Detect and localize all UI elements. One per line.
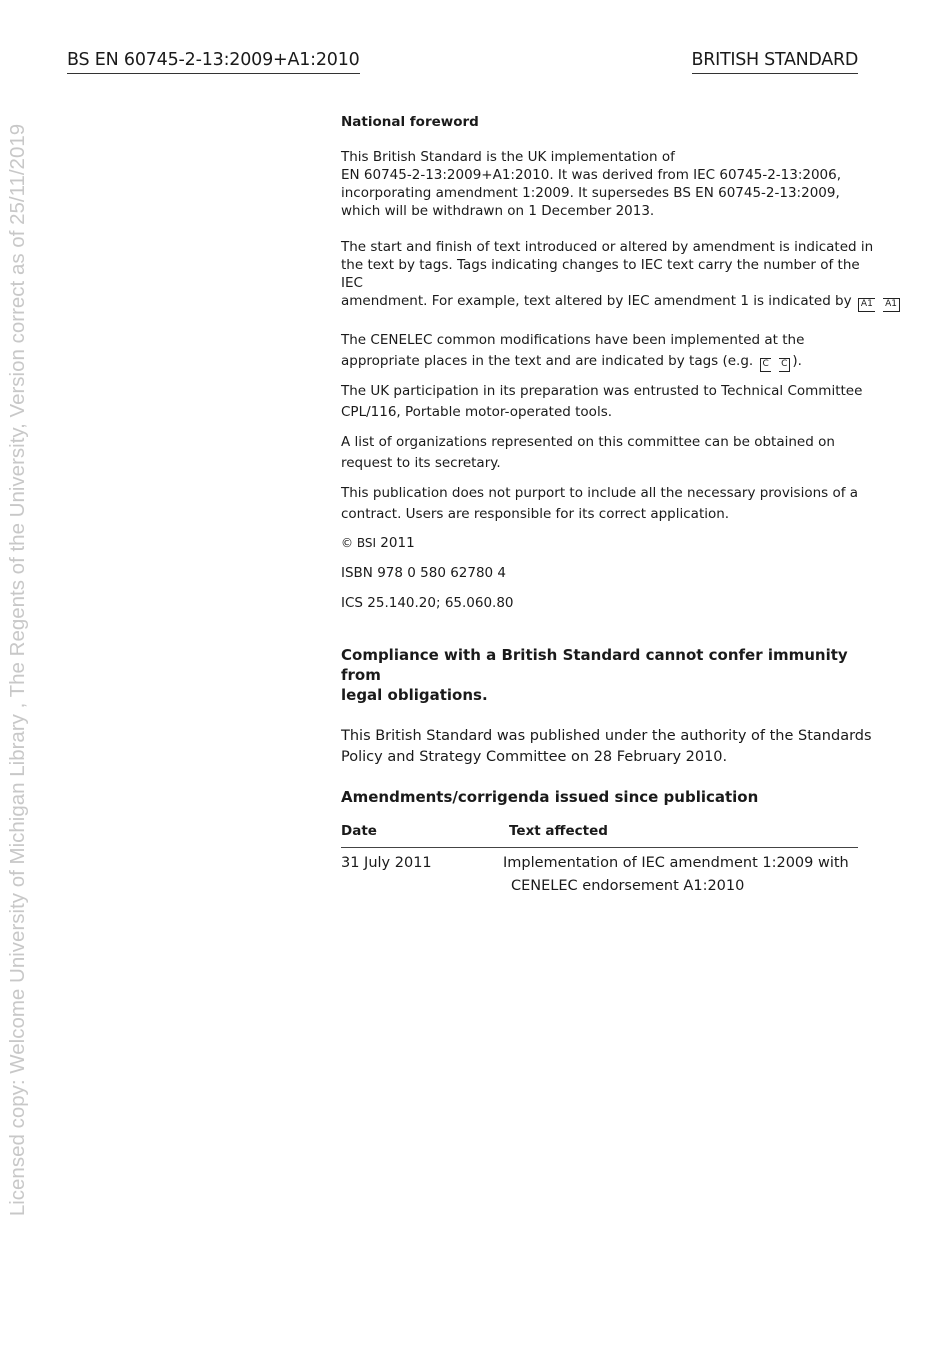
text-line: Implementation of IEC amendment 1:2009 with	[503, 855, 849, 871]
text-line: CPL/116, Portable motor-operated tools.	[341, 404, 613, 420]
text-line: incorporating amendment 1:2009. It supersedes BS EN 60745-2-13:2009,	[341, 185, 840, 201]
text-line: A list of organizations represented on this committee can be obtained on	[341, 434, 835, 450]
table-row	[341, 852, 858, 898]
table-header-row	[341, 822, 858, 848]
amendments-heading: Amendments/corrigenda issued since publication	[341, 788, 759, 806]
ics-codes: ICS 25.140.20; 65.060.80	[341, 595, 514, 611]
publication-statement	[341, 726, 881, 768]
foreword-paragraph-3	[341, 330, 881, 372]
text-line: The UK participation in its preparation was entrusted to Technical Committee	[341, 383, 863, 399]
copyright-mark: © BSI	[341, 536, 376, 550]
series-label: BRITISH STANDARD	[692, 50, 858, 74]
text-line: contract. Users are responsible for its correct application.	[341, 506, 730, 522]
text-line: The start and finish of text introduced or altered by amendment is indicated in	[341, 239, 874, 255]
text-line: Policy and Strategy Committee on 28 February 2010.	[341, 749, 728, 765]
text-segment: amendment. For example, text altered by IEC amendment 1 is indicated by	[341, 293, 852, 309]
isbn: ISBN 978 0 580 62780 4	[341, 565, 507, 581]
text-line	[341, 292, 897, 312]
text-line	[341, 351, 881, 372]
foreword-paragraph-4	[341, 381, 881, 423]
amendment-text-affected	[503, 852, 858, 898]
text-line: which will be withdrawn on 1 December 2013.	[341, 203, 655, 219]
cenelec-end-tag: C	[779, 358, 790, 372]
cenelec-start-tag: C	[760, 358, 771, 372]
text-line: The CENELEC common modifications have been implemented at the	[341, 332, 805, 348]
date-column-header: Date	[341, 823, 377, 839]
text-line: request to its secretary.	[341, 455, 501, 471]
copyright-line	[341, 533, 881, 554]
text-segment: ).	[792, 353, 802, 369]
text-segment: appropriate places in the text and are indicated by tags (e.g.	[341, 353, 754, 369]
main-content	[341, 113, 897, 898]
copyright-year: 2011	[380, 535, 415, 551]
foreword-heading: National foreword	[341, 114, 479, 130]
foreword-paragraph-6	[341, 483, 881, 525]
text-line: the text by tags. Tags indicating changes to IEC text carry the number of the IEC	[341, 257, 860, 291]
document-id: BS EN 60745-2-13:2009+A1:2010	[67, 50, 360, 74]
text-line: CENELEC endorsement A1:2010	[511, 878, 745, 894]
amendment-end-tag: A1	[883, 298, 900, 312]
text-line: This British Standard was published under the authority of the Standards	[341, 728, 872, 744]
compliance-notice	[341, 645, 881, 705]
foreword-paragraph-5	[341, 432, 881, 474]
amendment-start-tag: A1	[858, 298, 875, 312]
watermark-text: Licensed copy: Welcome University of Michigan Library , The Regents of the University, Version correct as of 25/11/2019	[6, 123, 29, 1217]
text-line: This publication does not purport to include all the necessary provisions of a	[341, 485, 859, 501]
foreword-paragraph-1	[341, 148, 881, 220]
text-line: This British Standard is the UK implementation of	[341, 149, 675, 165]
text-line: EN 60745-2-13:2009+A1:2010. It was derived from IEC 60745-2-13:2006,	[341, 167, 842, 183]
amendments-table	[341, 822, 858, 898]
foreword-paragraph-2	[341, 238, 897, 312]
text-affected-column-header: Text affected	[509, 823, 608, 839]
amendment-date: 31 July 2011	[341, 855, 432, 871]
text-line: Compliance with a British Standard cannot confer immunity from	[341, 646, 848, 684]
text-line: legal obligations.	[341, 686, 488, 704]
